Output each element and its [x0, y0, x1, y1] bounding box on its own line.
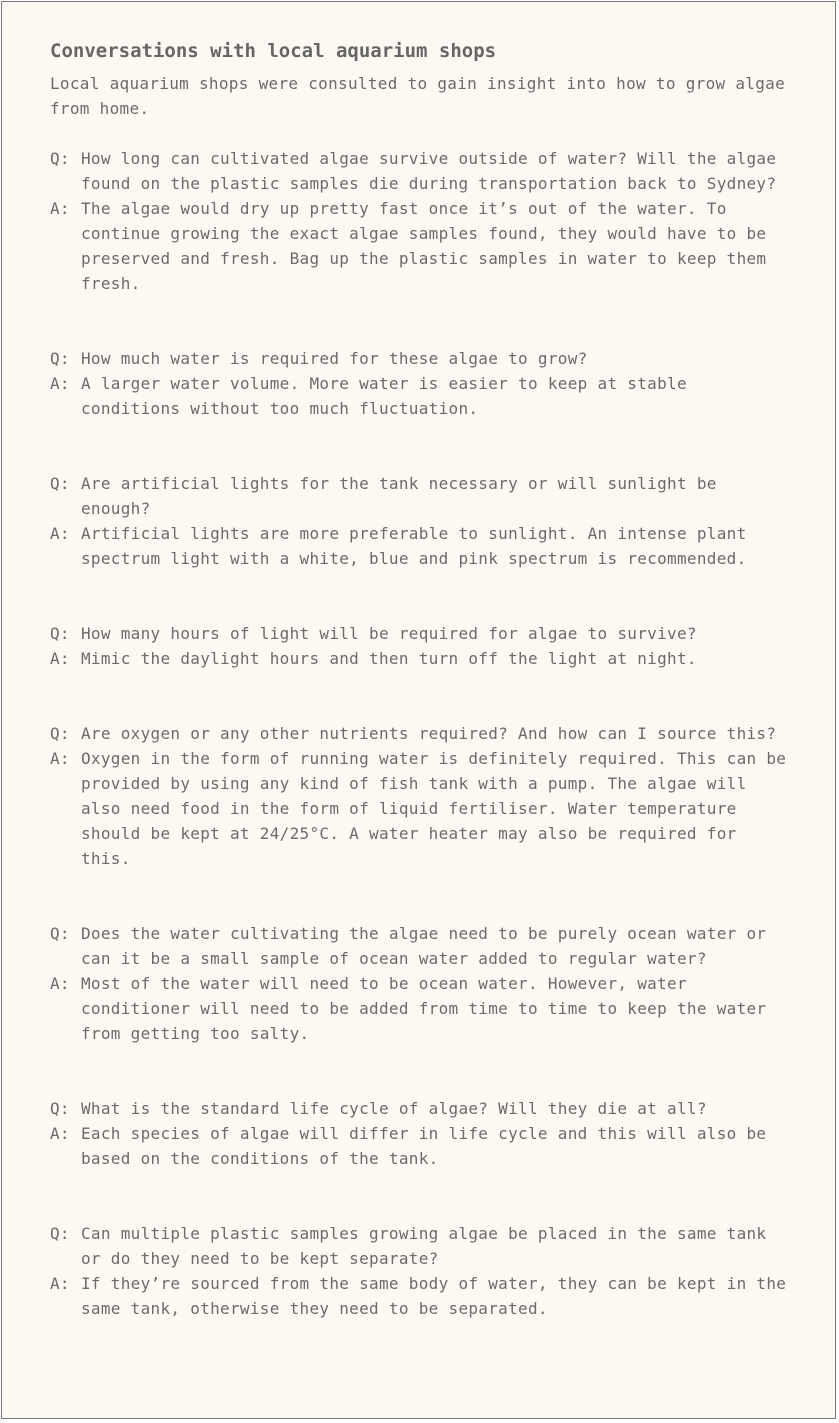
- question-text: Does the water cultivating the algae need to be purely ocean water or can it be a small sample of ocean water added to regular water?: [81, 924, 767, 968]
- qa-block: [50, 1221, 795, 1321]
- question: [50, 471, 795, 521]
- answer-text: The algae would dry up pretty fast once it’s out of the water. To continue growing the exact algae samples found, they would have to be preserved and fresh. Bag up the plastic samples in water to keep them fresh.: [81, 199, 767, 293]
- question-prefix: Q:: [50, 1099, 70, 1118]
- answer-prefix: A:: [50, 524, 70, 543]
- answer-text: A larger water volume. More water is easier to keep at stable conditions without too much fluctuation.: [81, 374, 687, 418]
- question-prefix: Q:: [50, 624, 70, 643]
- answer: [50, 521, 795, 571]
- answer: [50, 196, 795, 296]
- answer-text: Most of the water will need to be ocean water. However, water conditioner will need to be added from time to time to keep the water from getting too salty.: [81, 974, 767, 1043]
- qa-block: [50, 621, 795, 671]
- question-prefix: Q:: [50, 1224, 70, 1243]
- question: [50, 346, 795, 371]
- answer-prefix: A:: [50, 1124, 70, 1143]
- question-text: Are artificial lights for the tank necessary or will sunlight be enough?: [81, 474, 717, 518]
- question: [50, 621, 795, 646]
- question-text: What is the standard life cycle of algae? Will they die at all?: [81, 1099, 707, 1118]
- question-prefix: Q:: [50, 474, 70, 493]
- document-content: [50, 38, 795, 1321]
- question-prefix: Q:: [50, 149, 70, 168]
- question-text: How long can cultivated algae survive outside of water? Will the algae found on the plastic samples die during transportation back to Sydney?: [81, 149, 777, 193]
- qa-block: [50, 146, 795, 296]
- answer-text: Mimic the daylight hours and then turn off the light at night.: [81, 649, 697, 668]
- question: [50, 1221, 795, 1271]
- question-text: How much water is required for these algae to grow?: [81, 349, 588, 368]
- answer-prefix: A:: [50, 974, 70, 993]
- answer-text: Artificial lights are more preferable to sunlight. An intense plant spectrum light with a white, blue and pink spectrum is recommended.: [81, 524, 747, 568]
- question-prefix: Q:: [50, 724, 70, 743]
- answer: [50, 371, 795, 421]
- question-text: Are oxygen or any other nutrients required? And how can I source this?: [81, 724, 777, 743]
- question: [50, 1096, 795, 1121]
- answer: [50, 1271, 795, 1321]
- answer-prefix: A:: [50, 749, 70, 768]
- question-prefix: Q:: [50, 349, 70, 368]
- answer-text: Oxygen in the form of running water is definitely required. This can be provided by using any kind of fish tank with a pump. The algae will also need food in the form of liquid fertiliser. Water temperature should be kept at 24/25°C. A water heater may also be required for this.: [81, 749, 787, 868]
- qa-block: [50, 471, 795, 571]
- question-text: Can multiple plastic samples growing algae be placed in the same tank or do they need to be kept separate?: [81, 1224, 767, 1268]
- answer: [50, 646, 795, 671]
- intro-paragraph: Local aquarium shops were consulted to gain insight into how to grow algae from home.: [50, 74, 786, 118]
- qa-block: [50, 1096, 795, 1171]
- question: [50, 146, 795, 196]
- question-text: How many hours of light will be required for algae to survive?: [81, 624, 697, 643]
- qa-block: [50, 921, 795, 1046]
- qa-block: [50, 346, 795, 421]
- question-prefix: Q:: [50, 924, 70, 943]
- answer: [50, 971, 795, 1046]
- answer-prefix: A:: [50, 199, 70, 218]
- answer-text: If they’re sourced from the same body of water, they can be kept in the same tank, otherwise they need to be separated.: [81, 1274, 787, 1318]
- qa-block: [50, 721, 795, 871]
- answer-prefix: A:: [50, 1274, 70, 1293]
- page-title: Conversations with local aquarium shops: [50, 40, 497, 62]
- question: [50, 921, 795, 971]
- answer-text: Each species of algae will differ in life cycle and this will also be based on the conditions of the tank.: [81, 1124, 767, 1168]
- answer: [50, 746, 795, 871]
- question: [50, 721, 795, 746]
- answer-prefix: A:: [50, 649, 70, 668]
- document-page: [1, 1, 836, 1419]
- answer: [50, 1121, 795, 1171]
- answer-prefix: A:: [50, 374, 70, 393]
